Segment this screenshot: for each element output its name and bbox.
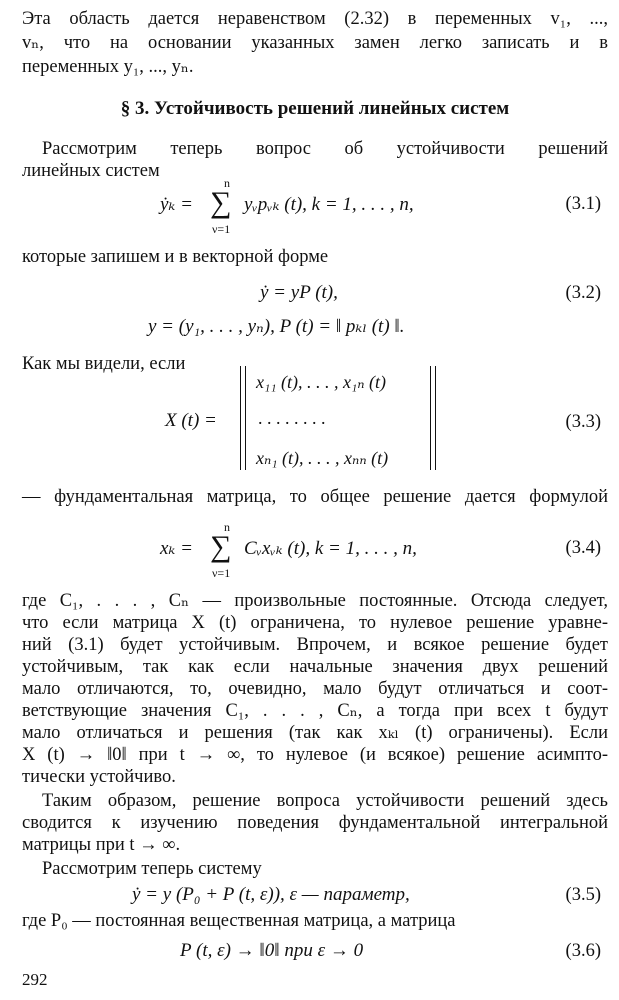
text-line: где P₀ — постоянная вещественная матрица, а матрица — [22, 911, 456, 931]
text-line: матрицы при t → ∞. — [22, 835, 181, 855]
text-line: мало отличаться и решения (так как xₖₗ (t) ограничены). Если — [22, 723, 608, 743]
matrix-norm-right — [435, 366, 436, 470]
text-line: переменных y₁, ..., yₙ. — [22, 57, 194, 77]
matrix-norm-left — [245, 366, 246, 470]
matrix-row: . . . . . . . . — [258, 408, 326, 428]
text-line: Рассмотрим теперь систему — [42, 859, 262, 879]
equation-lhs: ẏₖ = — [160, 194, 193, 215]
equation-lhs: X (t) = — [165, 410, 217, 431]
text-line: где C₁, . . . , Cₙ — произвольные постоянные. Отсюда следует, — [22, 591, 608, 611]
text-line: тически устойчиво. — [22, 767, 176, 787]
text-line: которые запишем и в векторной форме — [22, 247, 329, 267]
text-line: что если матрица X (t) ограничена, то нулевое решение уравне- — [22, 613, 608, 633]
sum-sign: ∑ — [210, 530, 232, 563]
equation-number: (3.5) — [565, 885, 601, 905]
sum-upper-limit: n — [224, 176, 230, 190]
text-line: — фундаментальная матрица, то общее решение дается формулой — [22, 487, 608, 507]
text-line: vₙ, что на основании указанных замен легко записать и в — [22, 33, 608, 53]
text-line: Как мы видели, если — [22, 354, 186, 374]
sum-upper-limit: n — [224, 520, 230, 534]
page-number: 292 — [22, 970, 48, 989]
equation-body: Cᵥxᵥₖ (t), k = 1, . . . , n, — [244, 538, 417, 559]
equation-body: yᵥpᵥₖ (t), k = 1, . . . , n, — [244, 194, 414, 215]
text-line: X (t) → ‖0‖ при t → ∞, то нулевое (и всякое) решение асимпто- — [22, 745, 608, 765]
text-line: Эта область дается неравенством (2.32) в переменных v₁, ..., — [22, 9, 608, 29]
text-line: мало отличаются, то, очевидно, мало будут отличаться и соот- — [22, 679, 608, 699]
matrix-row: x₁₁ (t), . . . , x₁ₙ (t) — [256, 372, 387, 392]
text-line: ветствующие значения C₁, . . . , Cₙ, а тогда при всех t будут — [22, 701, 608, 721]
equation-number: (3.1) — [565, 194, 601, 214]
equation-number: (3.4) — [565, 538, 601, 558]
text-line: сводится к изучению поведения фундаментальной интегральной — [22, 813, 608, 833]
text-line: Рассмотрим теперь вопрос об устойчивости решений — [42, 139, 608, 159]
matrix-norm-right — [430, 366, 431, 470]
matrix-row: xₙ₁ (t), . . . , xₙₙ (t) — [256, 448, 389, 468]
equation-number: (3.6) — [565, 941, 601, 961]
text-line: устойчивым, так как если начальные значения двух решений — [22, 657, 608, 677]
equation-line: ẏ = y (P₀ + P (t, ε)), ε — параметр, — [132, 884, 410, 905]
equation-line: P (t, ε) → ‖0‖ при ε → 0 — [180, 940, 364, 961]
text-line: линейных систем — [22, 161, 160, 181]
equation-line: ẏ = yP (t), — [260, 282, 338, 303]
equation-number: (3.3) — [565, 412, 601, 432]
text-line: ний (3.1) будет устойчивым. Впрочем, и всякое решение будет — [22, 635, 608, 655]
equation-number: (3.2) — [565, 283, 601, 303]
text-line: Таким образом, решение вопроса устойчивости решений здесь — [42, 791, 608, 811]
matrix-norm-left — [240, 366, 241, 470]
sum-lower-limit: ν=1 — [212, 222, 231, 236]
sum-lower-limit: ν=1 — [212, 566, 231, 580]
section-heading: § 3. Устойчивость решений линейных систем — [120, 98, 510, 119]
sum-sign: ∑ — [210, 186, 232, 219]
equation-line: y = (y₁, . . . , yₙ), P (t) = ‖ pₖₗ (t) ‖. — [148, 316, 405, 337]
equation-lhs: xₖ = — [160, 538, 193, 559]
